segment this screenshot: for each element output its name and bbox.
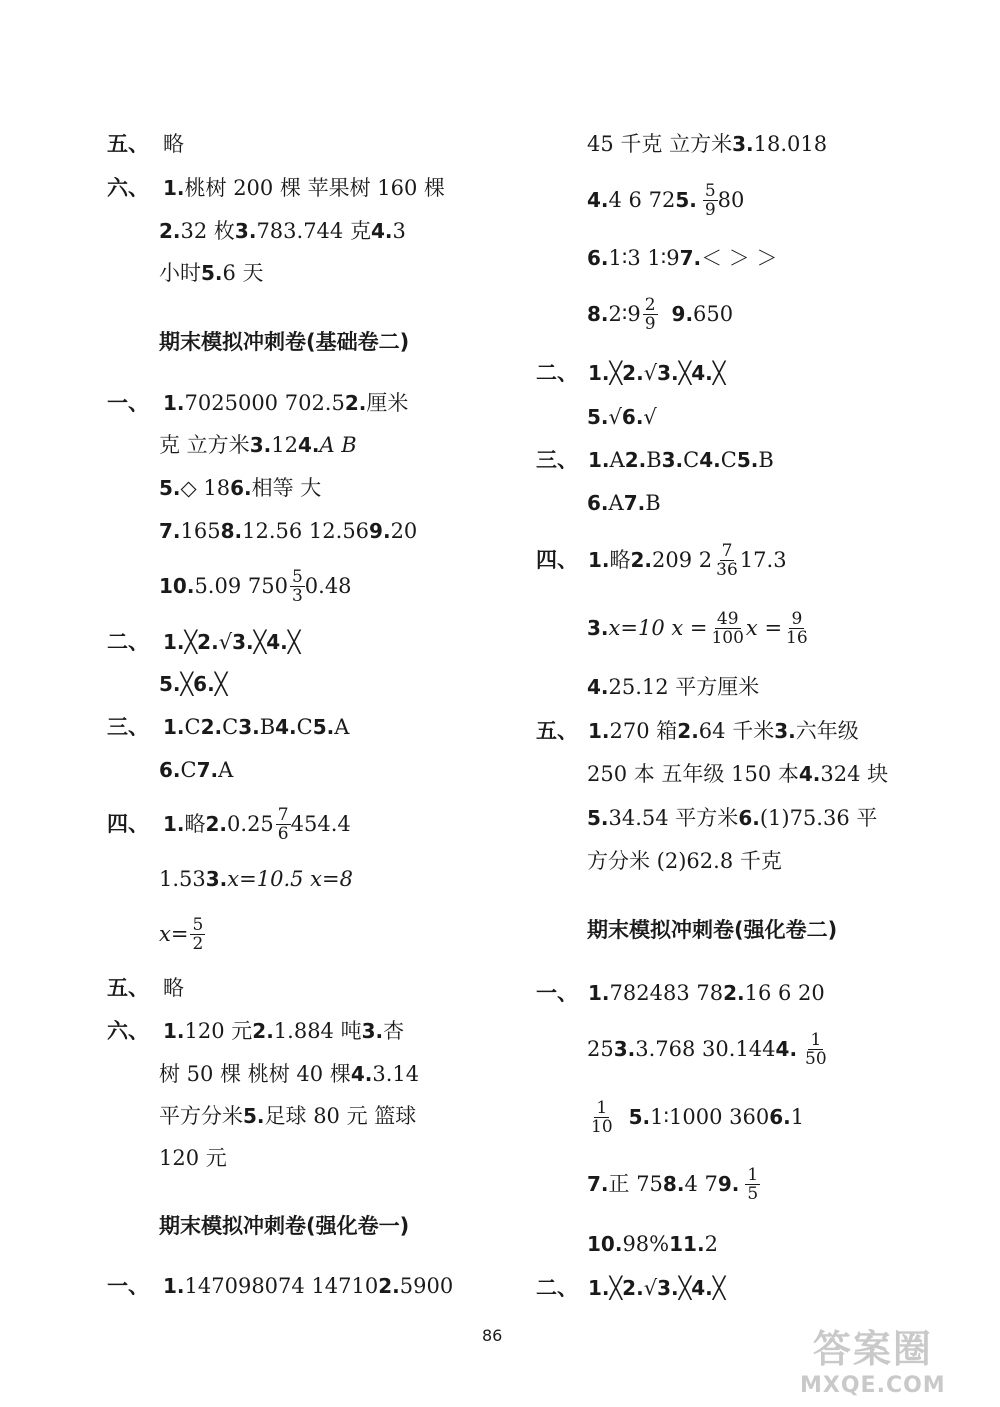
answer-text: x=10 x = <box>608 616 708 640</box>
answer-line <box>587 1097 804 1137</box>
section-label: 二、 <box>536 361 578 385</box>
section-label: 五、 <box>536 719 578 743</box>
item-number: 4. <box>266 630 288 654</box>
item-number: 9. <box>671 302 694 326</box>
answer-text: 4 7 <box>684 1172 718 1196</box>
item-number: 5. <box>587 405 609 429</box>
answer-line <box>587 762 888 786</box>
fraction <box>276 806 291 843</box>
fraction <box>745 1166 760 1203</box>
answer-text: 64 千米 <box>698 719 775 743</box>
answer-text: 454.4 <box>290 812 351 836</box>
denominator: 50 <box>805 1048 827 1069</box>
answer-text: 0.25 <box>227 812 274 836</box>
answer-line <box>107 176 445 200</box>
item-number: 1. <box>588 548 610 572</box>
item-number: 2. <box>378 1274 400 1298</box>
item-number: 6. <box>193 672 215 696</box>
item-number: 1. <box>588 719 610 743</box>
answer-text: C <box>296 715 313 739</box>
item-number: 2. <box>624 448 647 472</box>
item-number: 3. <box>249 433 272 457</box>
answer-text: 7025000 702.5 <box>184 391 345 415</box>
answer-text: x=10.5 x=8 <box>227 867 353 891</box>
item-number: 6. <box>159 758 181 782</box>
fraction <box>803 1031 829 1068</box>
item-number: 2. <box>630 548 653 572</box>
item-number: 5. <box>312 715 335 739</box>
answer-text: √ <box>218 630 233 654</box>
numerator: 5 <box>192 914 204 935</box>
answer-line <box>159 1146 227 1170</box>
item-number: 1. <box>163 812 185 836</box>
answer-text: 3.768 30.144 <box>635 1037 776 1061</box>
numerator: 2 <box>644 294 656 315</box>
item-number: 7. <box>623 491 646 515</box>
answer-line <box>587 1029 829 1069</box>
answer-line <box>587 405 657 429</box>
denominator: 100 <box>711 627 744 648</box>
answer-text: 方分米 (2)62.8 千克 <box>587 849 782 873</box>
answer-text: 120 元 <box>159 1146 227 1170</box>
answer-text: 略 <box>163 132 184 156</box>
item-number: 3. <box>232 630 254 654</box>
numerator: 1 <box>596 1097 608 1118</box>
section-heading: 期末模拟冲刺卷(基础卷二) <box>159 330 410 354</box>
answer-text: 16 6 20 <box>744 981 825 1005</box>
section-label: 六、 <box>107 1019 149 1043</box>
denominator: 9 <box>644 313 656 334</box>
answer-text: 正 75 <box>608 1172 663 1196</box>
answer-text: 小时 <box>159 261 201 285</box>
item-number: 6. <box>738 806 760 830</box>
answer-text: 2 <box>704 1232 718 1256</box>
numerator: 7 <box>721 540 733 561</box>
answer-text: 六年级 <box>795 719 859 743</box>
answer-text: B <box>645 491 661 515</box>
answer-text: 18.018 <box>753 132 828 156</box>
item-number: 3. <box>657 361 679 385</box>
answer-text: 782483 78 <box>609 981 724 1005</box>
section-heading: 期末模拟冲刺卷(强化卷二) <box>587 918 838 942</box>
answer-line <box>107 132 184 156</box>
answer-line <box>159 519 417 543</box>
item-number: 6. <box>230 476 252 500</box>
answer-text: B <box>646 448 662 472</box>
item-number: 5. <box>628 1105 651 1129</box>
section-label: 一、 <box>107 1274 149 1298</box>
item-number: 6. <box>769 1105 791 1129</box>
item-number: 2. <box>205 812 228 836</box>
answer-text: 1∶1000 360 <box>650 1105 770 1129</box>
denominator: 6 <box>277 823 289 844</box>
answer-line <box>107 630 300 654</box>
watermark <box>800 1318 946 1398</box>
section-label: 三、 <box>107 715 149 739</box>
answer-line <box>536 361 725 385</box>
answer-text: 650 <box>693 302 734 326</box>
section-label: 四、 <box>536 548 578 572</box>
item-number: 3. <box>661 448 684 472</box>
answer-line <box>587 608 810 648</box>
answer-line <box>159 476 321 500</box>
answer-text: 6 天 <box>222 261 264 285</box>
answer-text: 17.3 <box>739 548 787 572</box>
answer-line <box>159 1062 419 1086</box>
answer-line <box>107 1274 453 1298</box>
item-number: 9. <box>717 1172 740 1196</box>
answer-text: 桃树 200 棵 苹果树 160 棵 <box>184 176 446 200</box>
answer-text: (1)75.36 平 <box>759 806 878 830</box>
item-number: 1. <box>588 981 610 1005</box>
answer-text: 45 千克 立方米 <box>587 132 733 156</box>
answer-line <box>587 1232 718 1256</box>
answer-line <box>587 849 782 873</box>
answer-text: 25 <box>587 1037 614 1061</box>
answer-text: ╳ <box>253 630 267 654</box>
answer-text: 120 元 <box>184 1019 253 1043</box>
item-number: 4. <box>775 1037 798 1061</box>
item-number: 4. <box>587 188 609 212</box>
answer-line <box>587 294 733 334</box>
answer-text: ╳ <box>184 630 198 654</box>
item-number: 4. <box>350 1062 373 1086</box>
answer-line <box>587 180 744 220</box>
answer-text: 3 <box>392 219 406 243</box>
numerator: 5 <box>291 566 303 587</box>
denominator: 10 <box>591 1116 613 1137</box>
answer-text: 270 箱 <box>609 719 678 743</box>
answer-text: 20 <box>390 519 418 543</box>
item-number: 3. <box>205 867 228 891</box>
answer-text: 5.09 750 <box>194 574 288 598</box>
numerator: 5 <box>704 180 716 201</box>
answer-line <box>107 391 408 415</box>
denominator: 16 <box>786 627 808 648</box>
item-number: 8. <box>587 302 609 326</box>
numerator: 7 <box>277 804 289 825</box>
answer-text: 略 <box>609 548 631 572</box>
item-number: 5. <box>159 672 181 696</box>
item-number: 1. <box>163 391 185 415</box>
answer-text: 树 50 棵 桃树 40 棵 <box>159 1062 351 1086</box>
item-number: 5. <box>587 806 609 830</box>
answer-text: 足球 80 元 篮球 <box>264 1104 417 1128</box>
item-number: 1. <box>588 361 610 385</box>
answer-text: C <box>222 715 239 739</box>
answer-text: ╳ <box>609 361 623 385</box>
answer-text: ╳ <box>180 672 194 696</box>
item-number: 1. <box>163 1019 185 1043</box>
page-number: 86 <box>482 1326 503 1345</box>
answer-line <box>159 758 233 782</box>
item-number: 2. <box>622 1276 644 1300</box>
answer-text: x= <box>159 922 189 946</box>
section-label: 二、 <box>536 1276 578 1300</box>
item-number: 4. <box>297 433 320 457</box>
numerator: 1 <box>810 1029 822 1050</box>
denominator: 36 <box>716 559 738 580</box>
item-number: 4. <box>798 762 821 786</box>
item-number: 4. <box>275 715 297 739</box>
numerator: 9 <box>791 608 803 629</box>
answer-line <box>587 132 827 156</box>
item-number: 6. <box>587 491 609 515</box>
item-number: 2. <box>252 1019 274 1043</box>
denominator: 2 <box>192 933 204 954</box>
item-number: 2. <box>197 630 219 654</box>
item-number: 6. <box>621 405 644 429</box>
answer-line <box>536 1276 725 1300</box>
item-number: 4. <box>370 219 393 243</box>
answer-line <box>107 715 349 739</box>
answer-text: ╳ <box>712 1276 726 1300</box>
item-number: 2. <box>723 981 745 1005</box>
answer-text: ＜ ＞ ＞ <box>701 246 778 270</box>
answer-text: 4 6 72 <box>608 188 676 212</box>
numerator: 1 <box>747 1164 759 1185</box>
answer-text: C <box>180 758 197 782</box>
answer-text: B <box>758 448 774 472</box>
fraction <box>190 916 205 953</box>
item-number: 3. <box>587 616 609 640</box>
answer-text: 165 <box>180 519 221 543</box>
answer-text: 相等 大 <box>251 476 322 500</box>
answer-line <box>159 867 353 891</box>
answer-text: 324 块 <box>820 762 889 786</box>
section-heading: 期末模拟冲刺卷(强化卷一) <box>159 1214 410 1238</box>
item-number: 4. <box>691 1276 713 1300</box>
item-number: 1. <box>163 176 185 200</box>
answer-text: 1 <box>790 1105 805 1129</box>
item-number: 10. <box>159 574 195 598</box>
answer-text: ╳ <box>678 1276 692 1300</box>
answer-text: 209 2 <box>652 548 713 572</box>
watermark-title: 答案圈 <box>812 1327 933 1371</box>
fraction <box>290 568 305 605</box>
answer-text: 12.56 12.56 <box>242 519 370 543</box>
answer-line <box>159 261 264 285</box>
answer-text: √ <box>643 1276 658 1300</box>
denominator: 5 <box>747 1183 759 1204</box>
item-number: 4. <box>699 448 721 472</box>
section-label: 五、 <box>107 976 149 1000</box>
answer-line <box>159 219 406 243</box>
section-label: 一、 <box>536 981 578 1005</box>
answer-text: 32 枚 <box>180 219 235 243</box>
answer-text: 平方分米 <box>159 1104 243 1128</box>
numerator: 49 <box>716 608 739 629</box>
answer-line <box>587 675 759 699</box>
item-number: 11. <box>669 1232 705 1256</box>
fraction <box>714 542 740 579</box>
item-number: 5. <box>159 476 181 500</box>
answer-line <box>587 806 877 830</box>
answer-text: √ <box>643 361 658 385</box>
answer-line <box>159 433 357 457</box>
item-number: 1. <box>163 715 185 739</box>
item-number: 6. <box>587 246 609 270</box>
denominator: 3 <box>291 585 303 606</box>
answer-text: √ <box>643 405 657 429</box>
fraction <box>589 1099 615 1136</box>
item-number: 9. <box>369 519 391 543</box>
answer-text: 略 <box>163 976 184 1000</box>
item-number: 1. <box>163 630 185 654</box>
answer-line <box>159 914 205 954</box>
item-number: 4. <box>587 675 609 699</box>
answer-line <box>107 976 184 1000</box>
answer-line <box>587 246 777 270</box>
answer-text: 12 <box>271 433 298 457</box>
answer-text: A <box>334 715 350 739</box>
answer-text: 略 <box>184 812 206 836</box>
answer-text: ╳ <box>214 672 228 696</box>
item-number: 3. <box>361 1019 384 1043</box>
answer-text: ╳ <box>609 1276 623 1300</box>
answer-text: ╳ <box>287 630 301 654</box>
answer-line <box>536 981 825 1005</box>
section-label: 二、 <box>107 630 149 654</box>
answer-text: 98% <box>622 1232 670 1256</box>
answer-text: 783.744 克 <box>256 219 371 243</box>
item-number: 1. <box>163 1274 185 1298</box>
item-number: 2. <box>677 719 699 743</box>
answer-line <box>536 448 774 472</box>
answer-text: 5900 <box>399 1274 454 1298</box>
answer-line <box>159 1104 416 1128</box>
answer-line <box>536 540 787 580</box>
answer-line <box>587 1164 760 1204</box>
answer-text: 克 立方米 <box>159 433 250 457</box>
item-number: 7. <box>587 1172 609 1196</box>
item-number: 2. <box>200 715 223 739</box>
fraction <box>709 610 745 647</box>
answer-text: 厘米 <box>366 391 409 415</box>
answer-text: C <box>720 448 737 472</box>
answer-line <box>536 719 859 743</box>
answer-line <box>159 672 227 696</box>
fraction <box>703 182 718 219</box>
answer-text: 1.884 吨 <box>273 1019 362 1043</box>
fraction <box>643 296 658 333</box>
answer-text: A <box>609 448 625 472</box>
answer-text: ╳ <box>678 361 692 385</box>
item-number: 5. <box>736 448 759 472</box>
answer-text: A <box>608 491 624 515</box>
answer-line <box>159 566 352 606</box>
item-number: 3. <box>238 715 260 739</box>
answer-text: C <box>683 448 700 472</box>
item-number: 3. <box>613 1037 636 1061</box>
answer-text: ◇ 18 <box>180 476 231 500</box>
section-label: 三、 <box>536 448 578 472</box>
answer-text: √ <box>608 405 622 429</box>
item-number: 5. <box>243 1104 265 1128</box>
item-number: 8. <box>220 519 243 543</box>
denominator: 9 <box>704 199 716 220</box>
item-number: 2. <box>622 361 644 385</box>
item-number: 4. <box>691 361 713 385</box>
answer-text: 34.54 平方米 <box>608 806 739 830</box>
answer-text: A <box>218 758 234 782</box>
item-number: 7. <box>196 758 219 782</box>
answer-text: ╳ <box>712 361 726 385</box>
answer-line <box>587 491 661 515</box>
answer-text: 杏 <box>383 1019 405 1043</box>
item-number: 1. <box>588 448 610 472</box>
answer-text: x = <box>745 616 783 640</box>
fraction <box>784 610 810 647</box>
answer-text: 1∶3 1∶9 <box>608 246 680 270</box>
watermark-url: MXQE.COM <box>800 1373 946 1398</box>
answer-text: A B <box>319 433 357 457</box>
answer-line <box>107 1019 404 1043</box>
answer-text: 25.12 平方厘米 <box>608 675 760 699</box>
section-label: 六、 <box>107 176 149 200</box>
section-label: 四、 <box>107 812 149 836</box>
item-number: 5. <box>675 188 697 212</box>
item-number: 8. <box>662 1172 685 1196</box>
item-number: 3. <box>234 219 257 243</box>
item-number: 3. <box>774 719 796 743</box>
answer-text: 147098074 14710 <box>184 1274 379 1298</box>
answer-text: 0.48 <box>304 574 352 598</box>
item-number: 3. <box>732 132 754 156</box>
item-number: 5. <box>201 261 223 285</box>
item-number: 7. <box>679 246 702 270</box>
section-label: 一、 <box>107 391 149 415</box>
answer-text: 3.14 <box>372 1062 420 1086</box>
answer-text: 1.53 <box>159 867 206 891</box>
answer-text: C <box>184 715 201 739</box>
answer-text: B <box>259 715 276 739</box>
answer-text: 2∶9 <box>608 302 641 326</box>
answer-line <box>107 804 351 844</box>
item-number: 1. <box>588 1276 610 1300</box>
section-label: 五、 <box>107 132 149 156</box>
item-number: 2. <box>159 219 181 243</box>
answer-text: 250 本 五年级 150 本 <box>587 762 799 786</box>
answer-text: 80 <box>717 188 745 212</box>
item-number: 7. <box>159 519 181 543</box>
item-number: 2. <box>344 391 367 415</box>
item-number: 10. <box>587 1232 623 1256</box>
item-number: 3. <box>657 1276 679 1300</box>
